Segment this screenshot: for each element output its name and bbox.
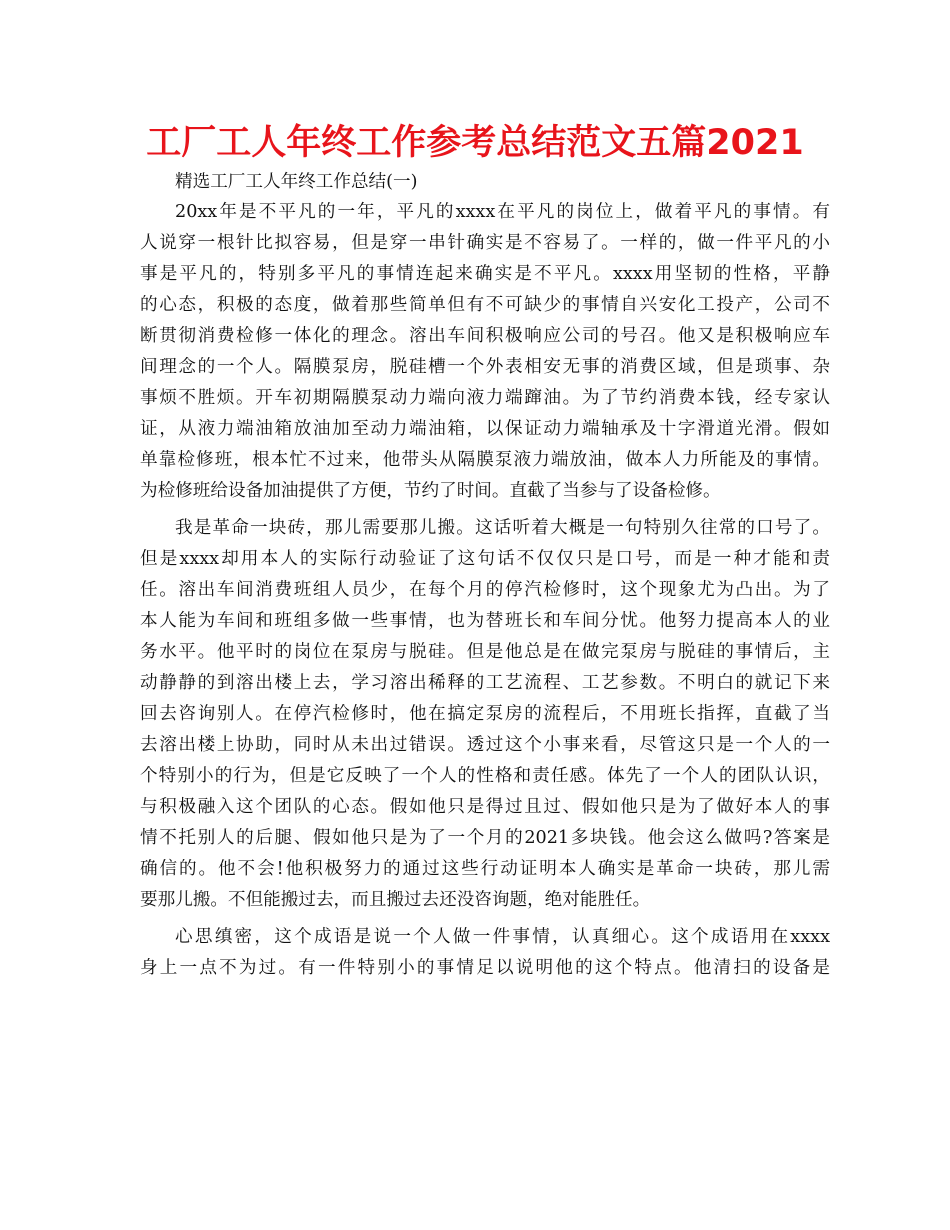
text-line: 事是平凡的，特别多平凡的事情连起来确实是不平凡。xxxx用坚韧的性格，平静 — [140, 264, 830, 284]
text-line: 证，从液力端油箱放油加至动力端油箱，以保证动力端轴承及十字滑道光滑。假如 — [140, 419, 830, 439]
text-line: 回去咨询别人。在停汽检修时，他在搞定泵房的流程后，不用班长指挥，直截了当 — [140, 704, 830, 724]
text-line: 单靠检修班，根本忙不过来，他带头从隔膜泵液力端放油，做本人力所能及的事情。 — [140, 450, 830, 470]
text-line: 去溶出楼上协助，同时从未出过错误。透过这个小事来看，尽管这只是一个人的一 — [140, 735, 830, 755]
text-line: 为检修班给设备加油提供了方便，节约了时间。直截了当参与了设备检修。 — [140, 481, 721, 501]
text-line: 我是革命一块砖，那儿需要那儿搬。这话听着大概是一句特别久往常的口号了。 — [175, 518, 830, 538]
text-line: 要那儿搬。不但能搬过去，而且搬过去还没咨询题，绝对能胜任。 — [140, 890, 651, 910]
text-line: 确信的。他不会!他积极努力的通过这些行动证明本人确实是革命一块砖，那儿需 — [140, 859, 830, 879]
text-line: 心思缜密，这个成语是说一个人做一件事情，认真细心。这个成语用在xxxx — [175, 927, 830, 947]
text-line: 20xx年是不平凡的一年，平凡的xxxx在平凡的岗位上，做着平凡的事情。有 — [175, 202, 830, 222]
text-line: 任。溶出车间消费班组人员少，在每个月的停汽检修时，这个现象尤为凸出。为了 — [140, 580, 830, 600]
text-line: 本人能为车间和班组多做一些事情，也为替班长和车间分忧。他努力提高本人的业 — [140, 611, 830, 631]
document-title: 工厂工人年终工作参考总结范文五篇2021 — [146, 123, 804, 163]
text-line: 与积极融入这个团队的心态。假如他只是得过且过、假如他只是为了做好本人的事 — [140, 797, 830, 817]
text-line: 情不托别人的后腿、假如他只是为了一个月的2021多块钱。他会这么做吗?答案是 — [140, 828, 830, 848]
text-line: 个特别小的行为，但是它反映了一个人的性格和责任感。体先了一个人的团队认识， — [140, 766, 830, 786]
paragraph-1 — [140, 197, 830, 507]
text-line: 动静静的到溶出楼上去，学习溶出稀释的工艺流程、工艺参数。不明白的就记下来 — [140, 673, 830, 693]
text-line: 断贯彻消费检修一体化的理念。溶出车间积极响应公司的号召。他又是积极响应车 — [140, 326, 830, 346]
text-line: 的心态，积极的态度，做着那些简单但有不可缺少的事情自兴安化工投产，公司不 — [140, 295, 830, 315]
text-line: 间理念的一个人。隔膜泵房，脱硅槽一个外表相安无事的消费区域，但是琐事、杂 — [140, 357, 830, 377]
text-line: 事烦不胜烦。开车初期隔膜泵动力端向液力端蹿油。为了节约消费本钱，经专家认 — [140, 388, 830, 408]
document-body — [140, 167, 830, 984]
paragraph-2 — [140, 513, 830, 916]
text-line: 身上一点不为过。有一件特别小的事情足以说明他的这个特点。他清扫的设备是 — [140, 958, 830, 978]
paragraph-3 — [140, 922, 830, 984]
text-line: 但是xxxx却用本人的实际行动验证了这句话不仅仅只是口号，而是一种才能和责 — [140, 549, 830, 569]
text-line: 人说穿一根针比拟容易，但是穿一串针确实是不容易了。一样的，做一件平凡的小 — [140, 233, 830, 253]
text-line: 务水平。他平时的岗位在泵房与脱硅。但是他总是在做完泵房与脱硅的事情后，主 — [140, 642, 830, 662]
section-subtitle: 精选工厂工人年终工作总结(一) — [175, 172, 418, 192]
